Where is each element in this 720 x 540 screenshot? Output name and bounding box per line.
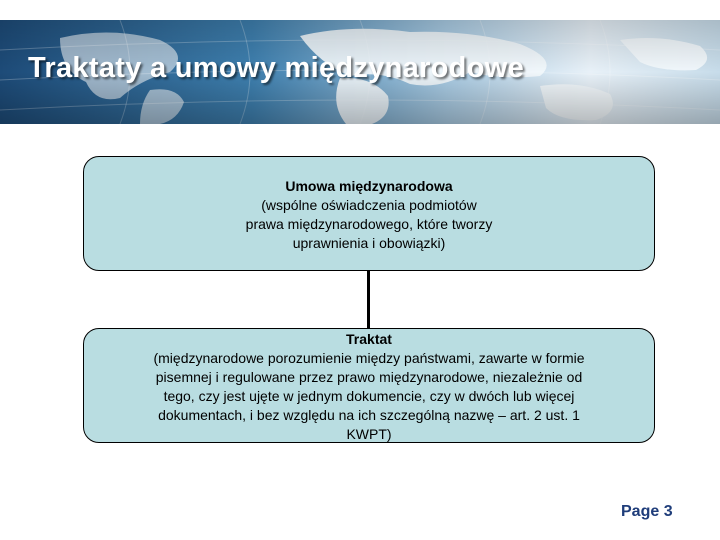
slide-title: Traktaty a umowy międzynarodowe — [28, 52, 524, 84]
diagram-box-treaty — [83, 328, 655, 443]
page-number: Page 3 — [621, 503, 673, 520]
diagram-box-international-agreement — [83, 156, 655, 271]
box-heading: Umowa międzynarodowa — [285, 178, 453, 194]
diagram-connector-line — [367, 271, 370, 328]
box-heading: Traktat — [346, 331, 392, 347]
box-text: (międzynarodowe porozumienie między państwami, zawarte w formie pisemnej i regulowane przez prawo międzynarodowe, niezależnie od tego, czy jest ujęte w jednym dokumencie, czy w dwóch lub więcej dokumentach, i bez względu na ich szczególną nazwę – art. 2 ust. 1 KWPT) — [153, 350, 585, 442]
box-text: (wspólne oświadczenia podmiotów prawa międzynarodowego, które tworzy uprawnienia i obowiązki) — [245, 197, 493, 251]
